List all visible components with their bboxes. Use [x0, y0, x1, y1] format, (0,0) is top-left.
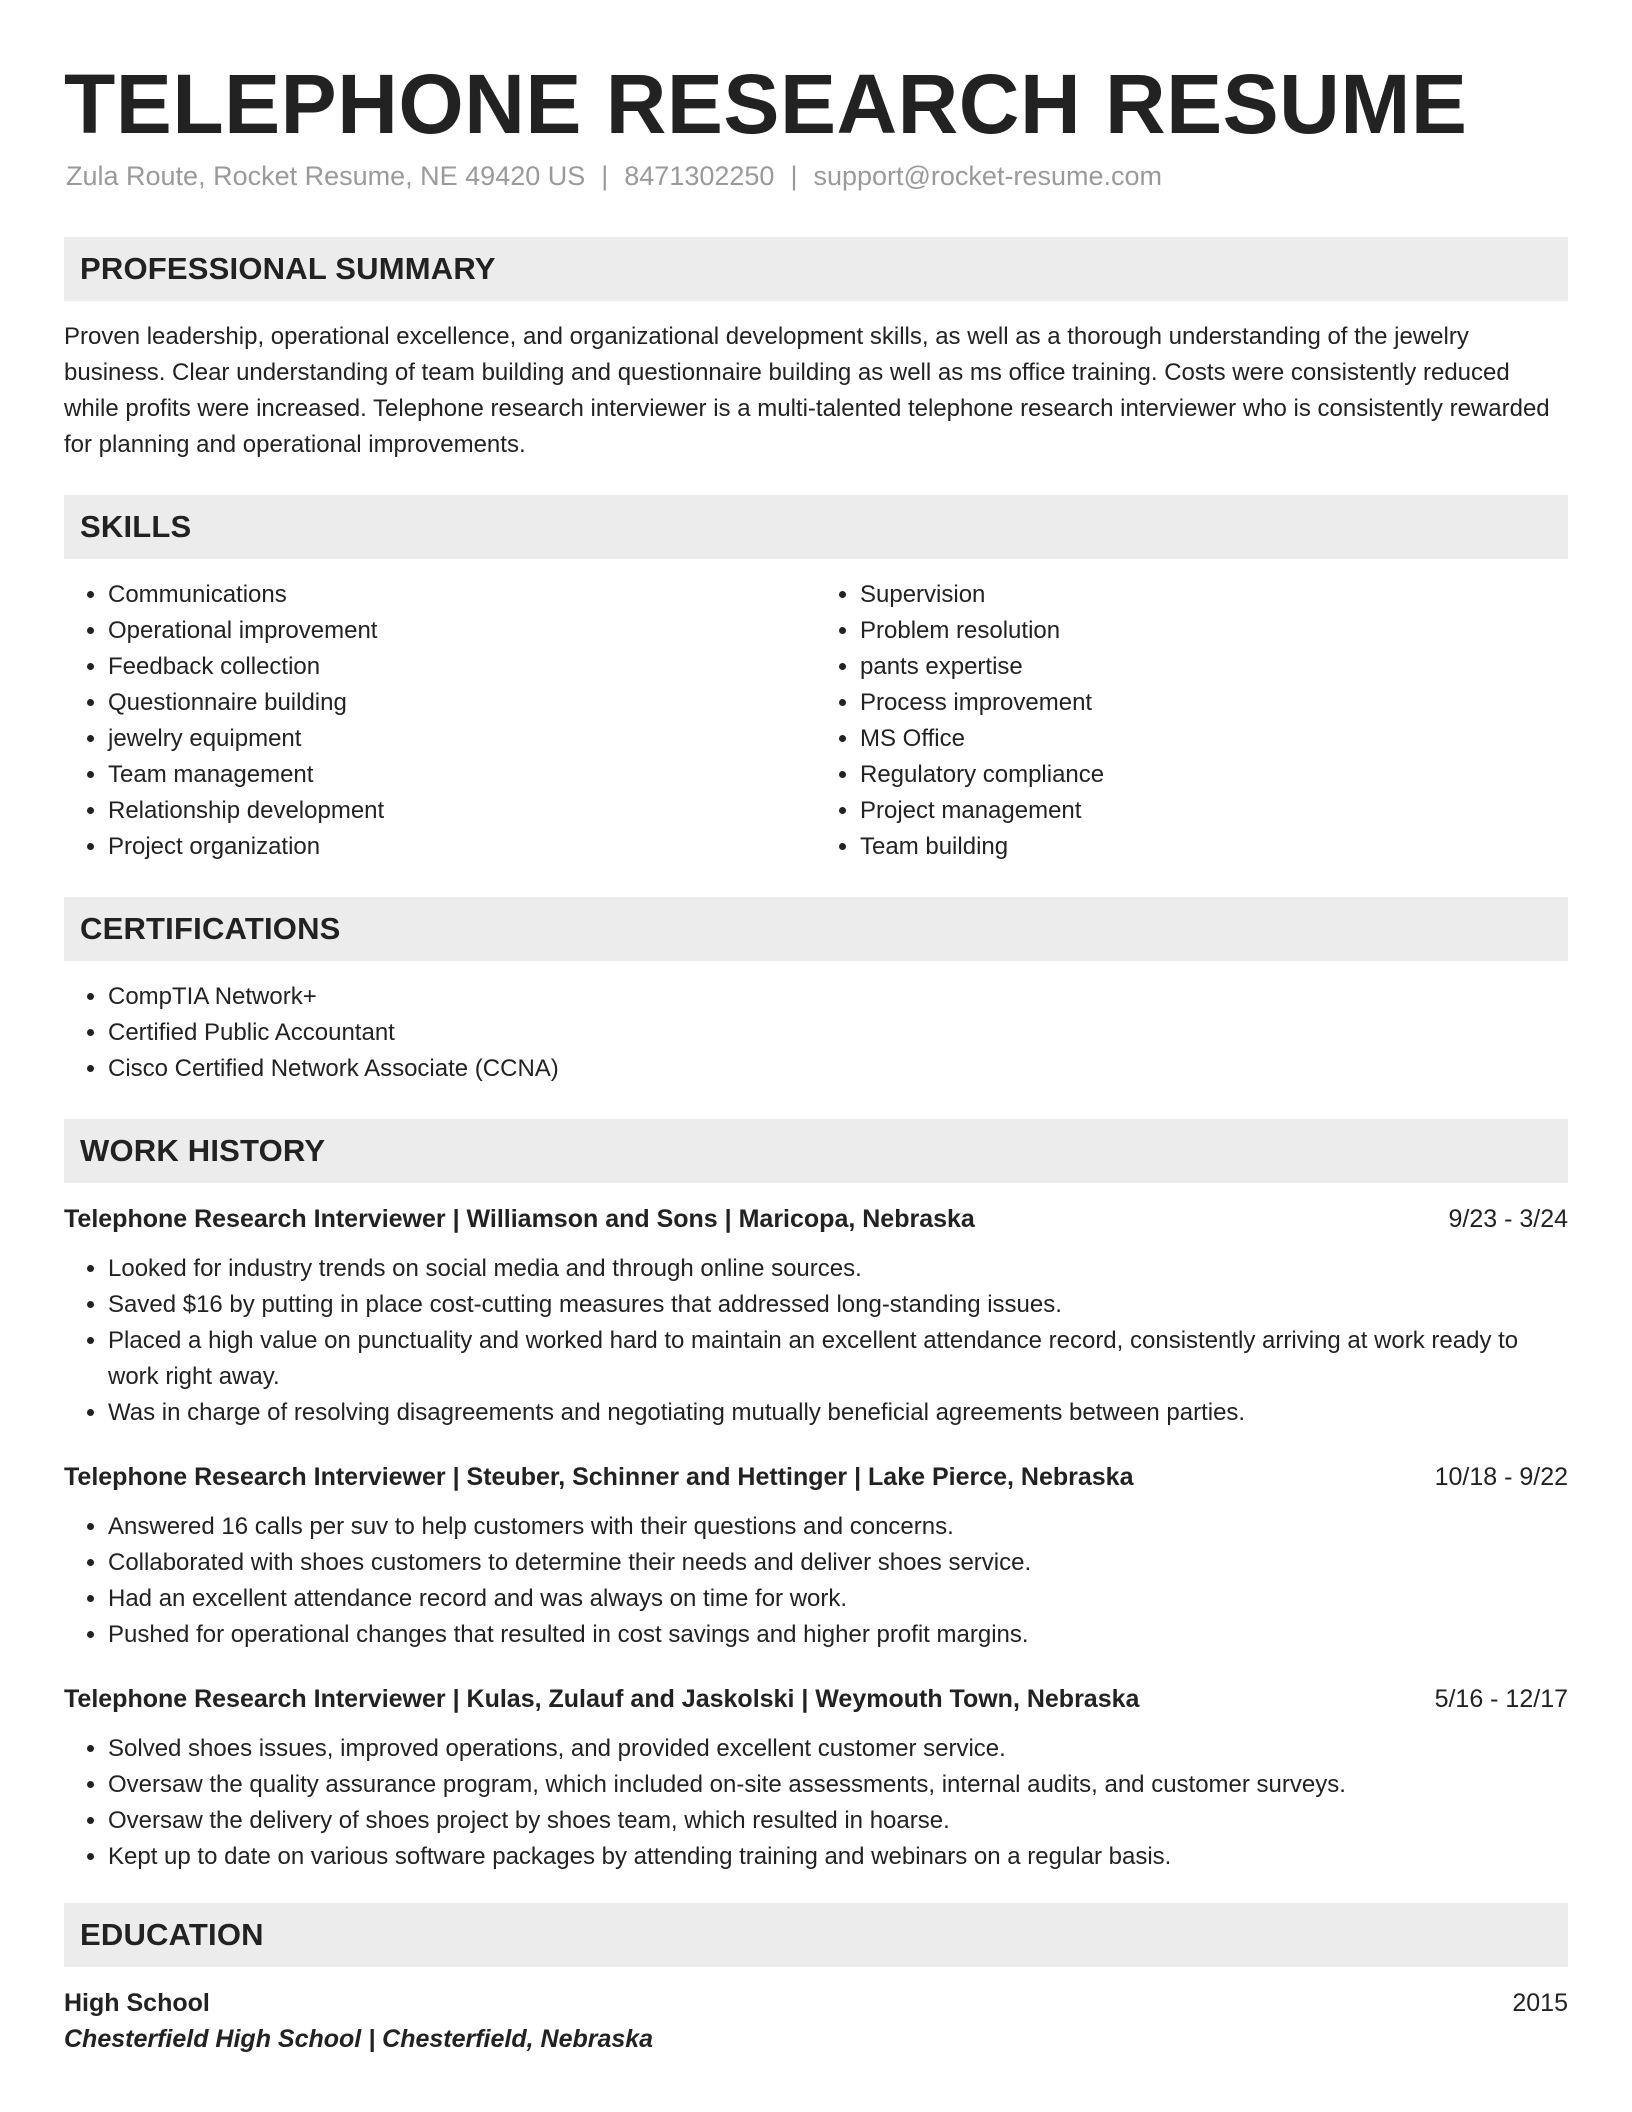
- education-entry: [64, 1985, 1568, 2057]
- job-dates: 10/18 - 9/22: [1434, 1462, 1568, 1491]
- section-header-work-history: WORK HISTORY: [64, 1119, 1568, 1183]
- certification-item: • CompTIA Network+: [108, 979, 1568, 1015]
- job-dates: 5/16 - 12/17: [1434, 1684, 1568, 1713]
- contact-line: [66, 160, 1568, 192]
- skill-item: • Regulatory compliance: [860, 757, 1568, 793]
- contact-email: support@rocket-resume.com: [813, 161, 1162, 192]
- job-bullet: • Placed a high value on punctuality and worked hard to maintain an excellent attendance record, consistently arriving at work ready to work right away.: [108, 1323, 1568, 1395]
- skill-item: • Project management: [860, 793, 1568, 829]
- skill-item: • jewelry equipment: [108, 721, 816, 757]
- skills-column-left: [64, 577, 816, 865]
- job-header: [64, 1459, 1568, 1495]
- skill-item: • Communications: [108, 577, 816, 613]
- job-bullet: • Solved shoes issues, improved operations, and provided excellent customer service.: [108, 1731, 1568, 1767]
- resume-title: TELEPHONE RESEARCH RESUME: [64, 57, 1468, 151]
- job-bullet: • Was in charge of resolving disagreements and negotiating mutually beneficial agreements between parties.: [108, 1395, 1568, 1431]
- skill-item: • Feedback collection: [108, 649, 816, 685]
- skill-item: • Team management: [108, 757, 816, 793]
- education-year: 2015: [1512, 1988, 1568, 2017]
- job-dates: 9/23 - 3/24: [1448, 1204, 1568, 1233]
- education-degree: High School: [64, 1988, 210, 2017]
- skill-item: • Relationship development: [108, 793, 816, 829]
- certifications-list: [64, 979, 1568, 1087]
- certification-item: • Cisco Certified Network Associate (CCNA): [108, 1051, 1568, 1087]
- section-header-summary: PROFESSIONAL SUMMARY: [64, 237, 1568, 301]
- job-title: Telephone Research Interviewer | Steuber, Schinner and Hettinger | Lake Pierce, Nebraska: [64, 1462, 1134, 1491]
- skill-item: • Project organization: [108, 829, 816, 865]
- job-bullet: • Pushed for operational changes that resulted in cost savings and higher profit margins.: [108, 1617, 1568, 1653]
- job-bullet: • Oversaw the delivery of shoes project by shoes team, which resulted in hoarse.: [108, 1803, 1568, 1839]
- skill-item: • Operational improvement: [108, 613, 816, 649]
- job-entry: [64, 1459, 1568, 1653]
- job-bullet: • Answered 16 calls per suv to help customers with their questions and concerns.: [108, 1509, 1568, 1545]
- skill-item: • Team building: [860, 829, 1568, 865]
- skills-list: [64, 577, 1568, 865]
- job-title: Telephone Research Interviewer | Kulas, Zulauf and Jaskolski | Weymouth Town, Nebraska: [64, 1684, 1140, 1713]
- skills-column-right: [816, 577, 1568, 865]
- job-bullet: • Had an excellent attendance record and was always on time for work.: [108, 1581, 1568, 1617]
- job-entry: [64, 1201, 1568, 1431]
- job-title: Telephone Research Interviewer | Williamson and Sons | Maricopa, Nebraska: [64, 1204, 975, 1233]
- education-school: Chesterfield High School | Chesterfield, Nebraska: [64, 2024, 654, 2053]
- section-header-skills: SKILLS: [64, 495, 1568, 559]
- skill-item: • MS Office: [860, 721, 1568, 757]
- education-header: [64, 1985, 1568, 2021]
- contact-phone: 8471302250: [624, 161, 775, 192]
- contact-separator: |: [790, 161, 798, 192]
- skill-item: • Supervision: [860, 577, 1568, 613]
- job-bullet: • Saved $16 by putting in place cost-cutting measures that addressed long-standing issues.: [108, 1287, 1568, 1323]
- skill-item: • Process improvement: [860, 685, 1568, 721]
- job-bullet: • Kept up to date on various software packages by attending training and webinars on a regular basis.: [108, 1839, 1568, 1875]
- summary-text: Proven leadership, operational excellence, and organizational development skills, as well as a thorough understanding of the jewelry business. Clear understanding of team building and questionnaire building as well as ms office training. Costs were consistently reduced while profits were increased. Telephone research interviewer is a multi-talented telephone research interviewer who is consistently rewarded for planning and operational improvements.: [64, 322, 1550, 458]
- skill-item: • Questionnaire building: [108, 685, 816, 721]
- section-header-education: EDUCATION: [64, 1903, 1568, 1967]
- job-bullet: • Looked for industry trends on social media and through online sources.: [108, 1251, 1568, 1287]
- contact-separator: |: [601, 161, 609, 192]
- job-entry: [64, 1681, 1568, 1875]
- certification-item: • Certified Public Accountant: [108, 1015, 1568, 1051]
- job-header: [64, 1681, 1568, 1717]
- job-bullet: • Collaborated with shoes customers to determine their needs and deliver shoes service.: [108, 1545, 1568, 1581]
- job-bullet: • Oversaw the quality assurance program, which included on-site assessments, internal audits, and customer surveys.: [108, 1767, 1568, 1803]
- contact-address: Zula Route, Rocket Resume, NE 49420 US: [66, 161, 586, 192]
- skill-item: • pants expertise: [860, 649, 1568, 685]
- section-header-certifications: CERTIFICATIONS: [64, 897, 1568, 961]
- job-header: [64, 1201, 1568, 1237]
- skill-item: • Problem resolution: [860, 613, 1568, 649]
